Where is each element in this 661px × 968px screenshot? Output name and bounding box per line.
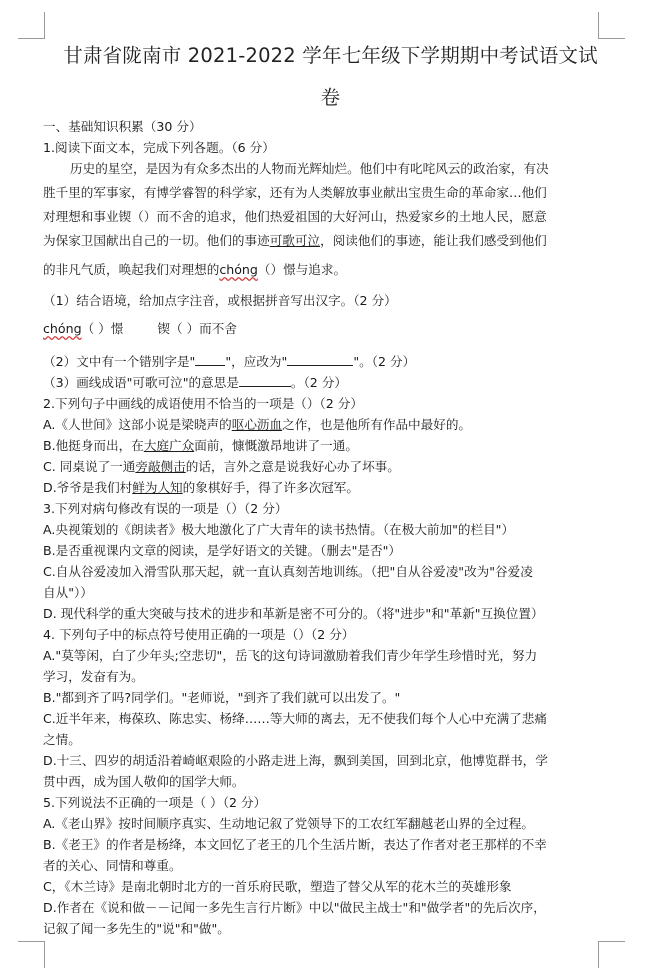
option-text: 面前，慷慨激昂地讲了一通。 (194, 438, 358, 453)
q2-option-a (43, 414, 471, 433)
page-title-line2: 卷 (320, 86, 341, 109)
q4-stem: 4. 下列句子中的标点符号使用正确的一项是（）（2 分） (43, 627, 355, 642)
q5-option-d: D.作者在《说和做－－记闻一多先生言行片断》中以"做民主战士"和"做学者"的先后次序， (43, 900, 546, 915)
q2-option-d (43, 477, 359, 496)
q5-option-b: B.《老王》的作者是杨绛，本文回忆了老王的几个生活片断，表达了作者对老王那样的不幸 (43, 837, 547, 852)
answer-blank[interactable] (239, 375, 291, 387)
q4-option-c-cont: 之情。 (43, 732, 81, 747)
q1-passage-line (43, 259, 346, 278)
q5-option-a: A.《老山界》按时间顺序真实、生动地记叙了党领导下的工农红军翻越老山界的全过程。 (43, 816, 534, 831)
q3-option-d: D. 现代科学的重大突破与技术的进步和革新是密不可分的。（将"进步"和"革新"互换位置） (43, 606, 544, 621)
passage-text: （）憬与追求。 (257, 262, 347, 277)
option-text: D.爷爷是我们村 (43, 480, 133, 495)
q1-passage-line: 历史的星空，是因为有众多杰出的人物而光辉灿烂。他们中有叱咤风云的政治家，有决 (70, 161, 549, 176)
q5-option-c: C，《木兰诗》是南北朝时北方的一首乐府民歌，塑造了替父从军的花木兰的英雄形象 (43, 879, 512, 894)
underlined-idiom: 旁敲侧击 (135, 459, 186, 474)
q1-stem: 1.阅读下面文本，完成下列各题。（6 分） (43, 140, 275, 155)
underlined-idiom: 鲜为人知 (132, 480, 183, 495)
q2-option-c (43, 456, 400, 475)
crop-mark-top-left (18, 12, 45, 39)
q1-sub1-answer-line (43, 318, 237, 337)
q3-option-b: B.是否重视课内文章的阅读，是学好语文的关键。（删去"是否"） (43, 543, 401, 558)
answer-blank[interactable] (195, 354, 225, 366)
q4-option-b: B."都到齐了吗?同学们。"老师说，"到齐了我们就可以出发了。" (43, 690, 401, 705)
answer-slot-b: 锲（ ）而不舍 (157, 321, 237, 336)
option-text: C. 同桌说了一通 (43, 459, 136, 474)
page-title-line1: 甘肃省陇南市 2021-2022 学年七年级下学期期中考试语文试 (63, 44, 598, 67)
q5-option-d-cont: 记叙了闻一多先生的"说"和"做"。 (43, 921, 230, 936)
sub2-text: "。（2 分） (353, 354, 416, 369)
q1-sub3 (43, 372, 347, 391)
sub3-text: （3）画线成语"可歌可泣"的意思是 (43, 375, 239, 390)
passage-text: ，阅读他们的事迹，能让我们感受到他们 (320, 233, 547, 248)
q1-passage-line (43, 230, 547, 249)
crop-mark-bottom-left (18, 941, 45, 968)
section-heading: 一、基础知识积累（30 分） (43, 119, 202, 134)
q3-option-c: C.自从谷爱凌加入滑雪队那天起，就一直认真刻苦地训练。（把"自从谷爱凌"改为"谷爱凌 (43, 564, 533, 579)
underlined-idiom: 可歌可泣 (269, 233, 321, 248)
q2-stem: 2.下列句子中画线的成语使用不恰当的一项是（）（2 分） (43, 396, 363, 411)
q3-option-a: A.央视策划的《朗读者》极大地激化了广大青年的读书热情。（在极大前加"的栏目"） (43, 522, 515, 537)
q1-sub1: （1）结合语境，给加点字注音，或根据拼音写出汉字。（2 分） (43, 293, 397, 308)
sub2-text: （2）文中有一个错别字是" (43, 354, 196, 369)
crop-mark-top-right (598, 12, 625, 39)
q3-stem: 3.下列对病句修改有误的一项是（）（2 分） (43, 501, 288, 516)
underlined-idiom: 大庭广众 (143, 438, 195, 453)
pinyin-chong: chóng (43, 321, 82, 336)
q4-option-a: A."莫等闲，白了少年头;空悲切"，岳飞的这句诗词激励着我们青少年学生珍惜时光，努力 (43, 648, 538, 663)
q5-stem: 5.下列说法不正确的一项是（ ）（2 分） (43, 795, 267, 810)
q4-option-d: D.十三、四岁的胡适沿着崎岖艰险的小路走进上海，飘到美国，回到北京，他博览群书，学 (43, 753, 548, 768)
option-text: 的象棋好手，得了许多次冠军。 (182, 480, 359, 495)
option-text: 的话，言外之意是说我好心办了坏事。 (185, 459, 400, 474)
crop-mark-bottom-right (598, 941, 625, 968)
underlined-idiom: 呕心沥血 (231, 417, 283, 432)
q2-option-b (43, 435, 358, 454)
q4-option-d-cont: 贯中西，成为国人敬仰的国学大师。 (43, 774, 245, 789)
q3-option-c-cont: 自从"）） (43, 585, 93, 600)
q1-sub2 (43, 351, 415, 370)
option-text: B.他挺身而出，在 (43, 438, 144, 453)
q4-option-c: C.近半年来，梅葆玖、陈忠实、杨绛……等大师的离去，无不使我们每个人心中充满了悲痛 (43, 711, 547, 726)
sub2-text: "，应改为" (225, 354, 288, 369)
sub3-text: 。（2 分） (290, 375, 348, 390)
option-text: A.《人世间》这部小说是梁晓声的 (43, 417, 232, 432)
q5-option-b-cont: 者的关心、同情和尊重。 (43, 858, 182, 873)
answer-slot-a: （ ）憬 (81, 321, 124, 336)
q1-passage-line: 胜千里的军事家，有博学睿智的科学家，还有为人类解放事业献出宝贵生命的革命家…他们 (43, 185, 547, 200)
pinyin-chong: chóng (219, 262, 258, 277)
passage-text: 为保家卫国献出自己的一切。他们的事迹 (43, 233, 270, 248)
passage-text: 的非凡气质，唤起我们对理想的 (43, 262, 220, 277)
q4-option-a-cont: 学习，发奋有为。 (43, 669, 144, 684)
answer-blank[interactable] (287, 354, 353, 366)
q1-passage-line: 对理想和事业锲（）而不舍的追求，他们热爱祖国的大好河山，热爱家乡的土地人民，愿意 (43, 209, 547, 224)
option-text: 之作，也是他所有作品中最好的。 (282, 417, 471, 432)
